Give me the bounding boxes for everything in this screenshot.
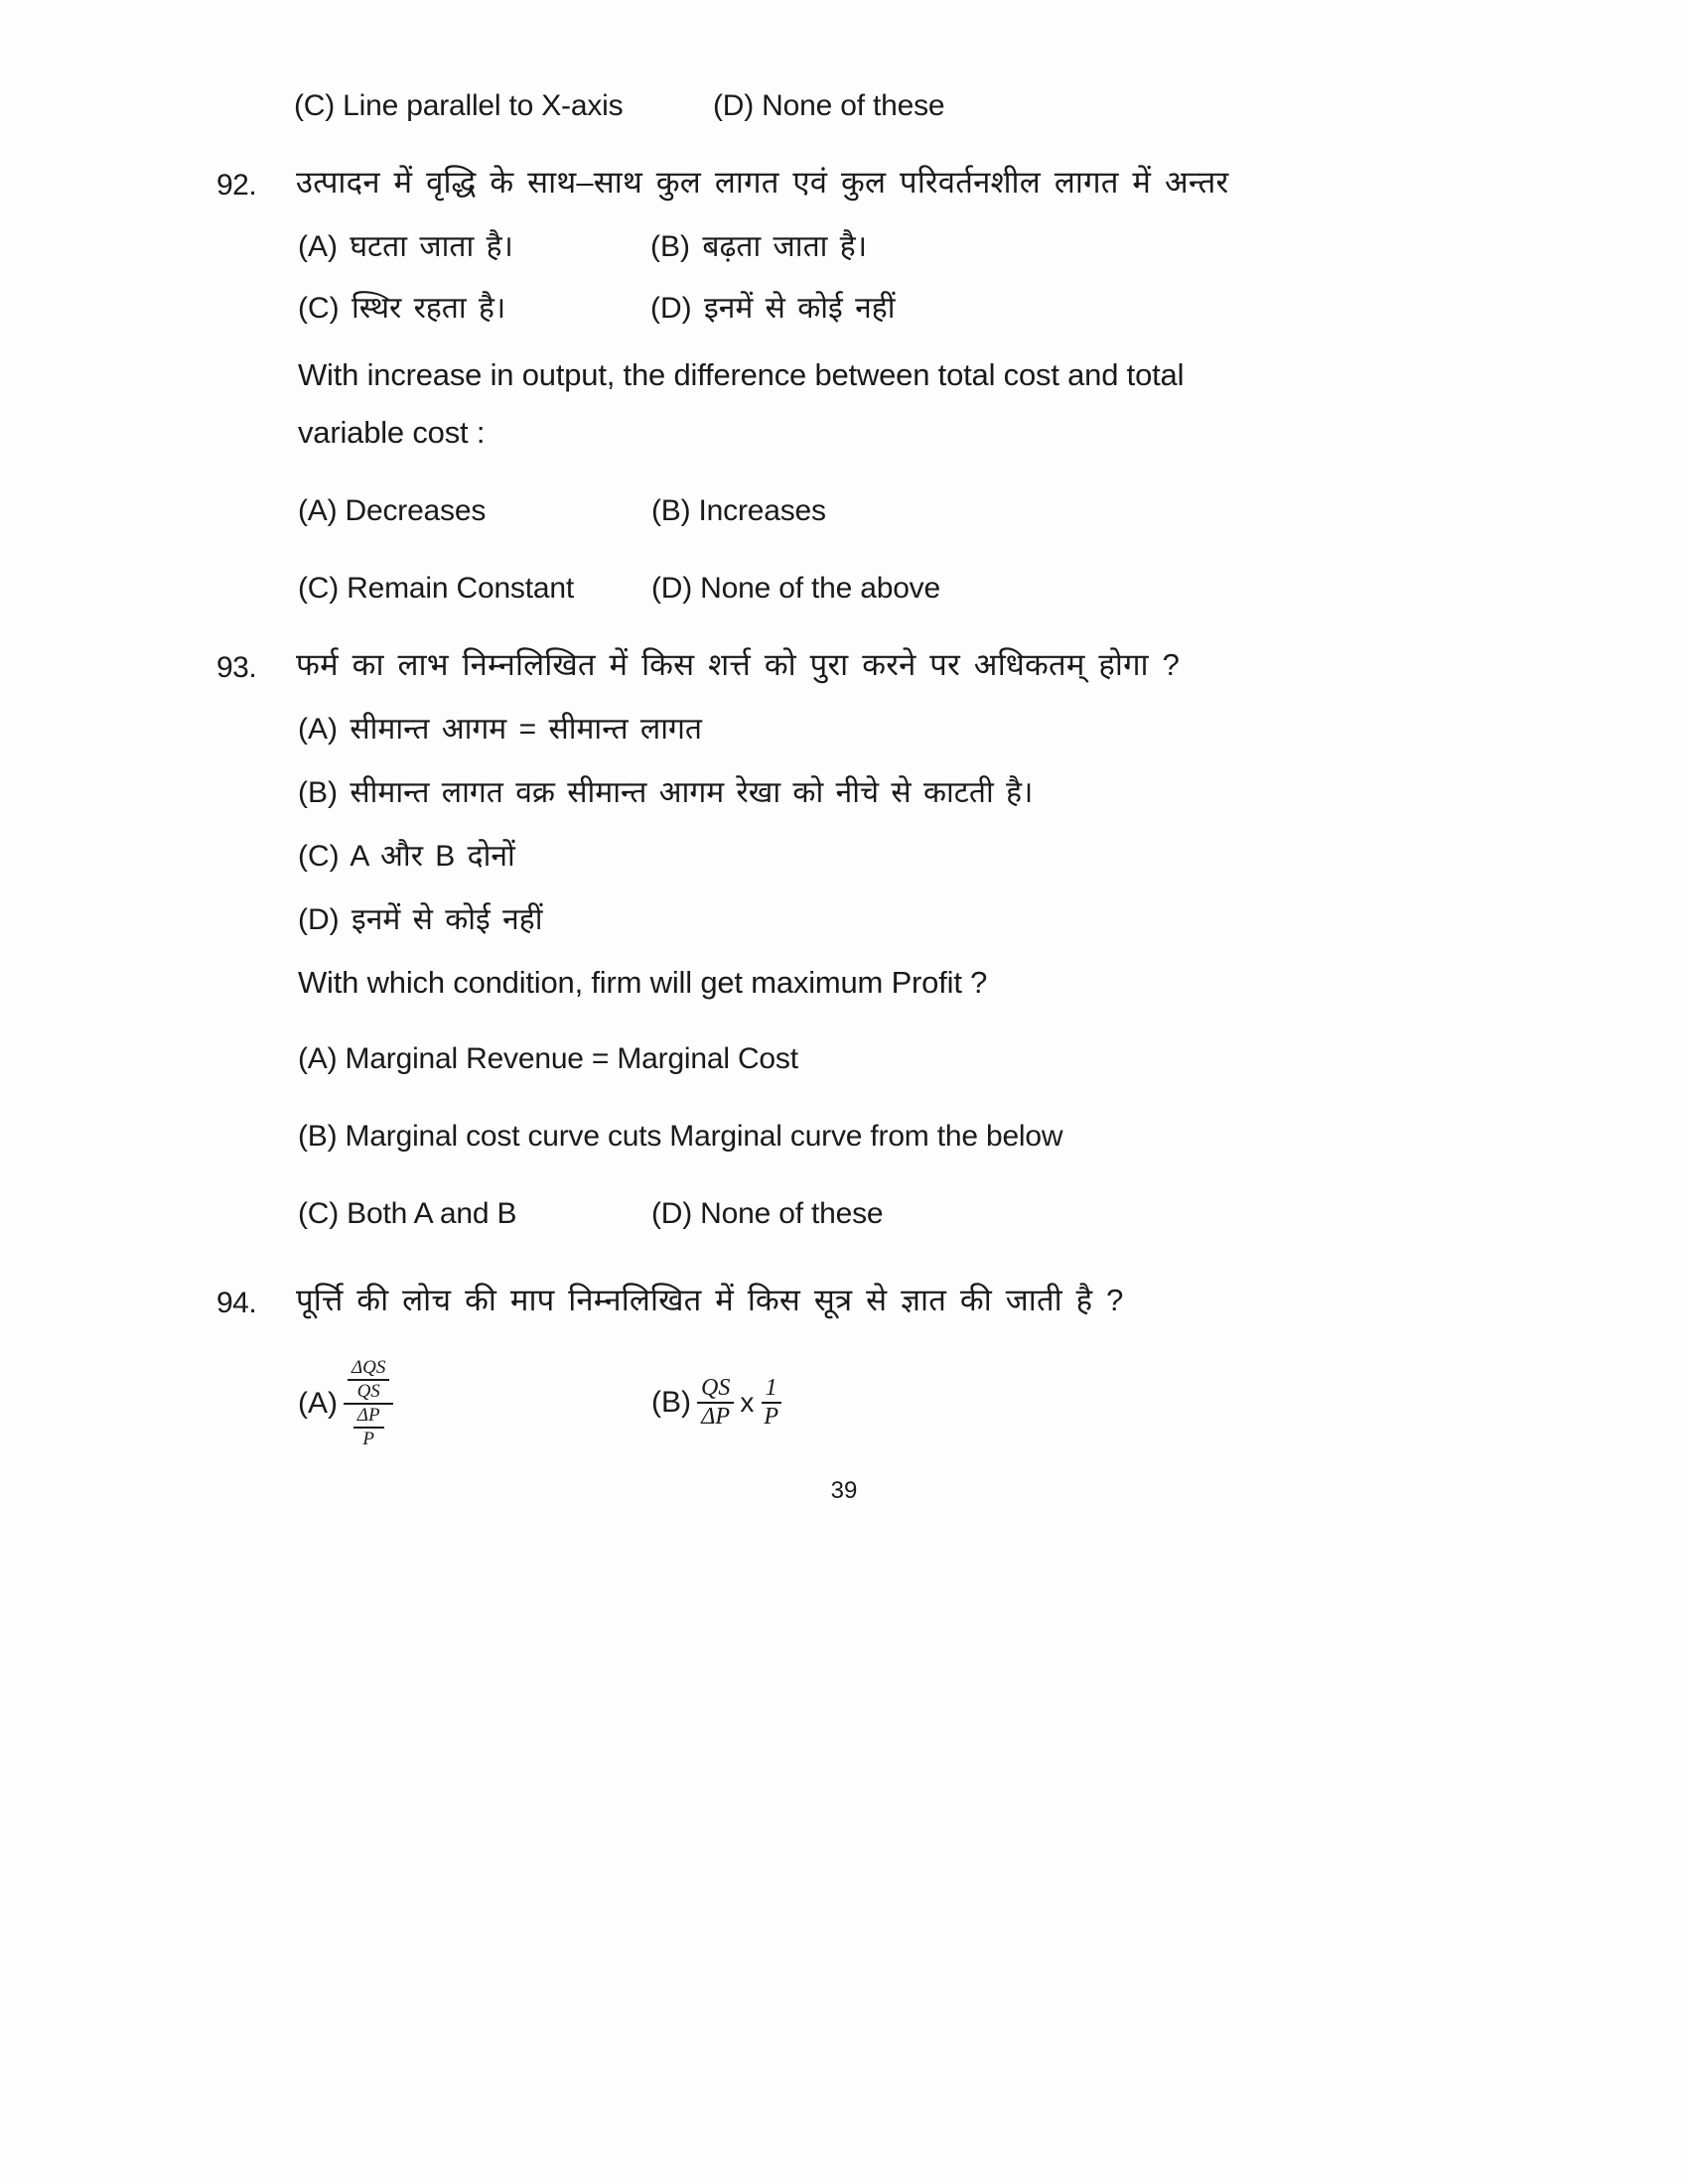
- inner-top-numerator: ΔQS: [348, 1358, 389, 1381]
- question-92-option-a-hindi: [298, 232, 513, 262]
- carryover-option-c: [294, 91, 623, 121]
- question-92-number: [216, 171, 256, 201]
- question-92-option-a-english: [298, 496, 486, 526]
- question-93-option-d-hindi-label: (D) इनमें से कोई नहीं: [298, 903, 543, 936]
- multiplication-operator: x: [740, 1387, 755, 1419]
- question-93-number: [216, 653, 256, 683]
- question-93-option-d-english-label: (D) None of these: [651, 1197, 884, 1230]
- question-93-option-b-english: [298, 1122, 1062, 1152]
- question-93-option-b-hindi-label: (B) सीमान्त लागत वक्र सीमान्त आगम रेखा को नीचे से काटती है।: [298, 776, 1034, 809]
- question-93-option-b-hindi: [298, 778, 1033, 808]
- question-93-stem-english: [298, 967, 987, 998]
- question-93-stem-hindi: [296, 649, 1180, 680]
- question-94-number-label: 94.: [216, 1287, 257, 1319]
- question-92-option-b-english-label: (B) Increases: [651, 494, 826, 527]
- question-92-option-a-hindi-label: (A) घटता जाता है।: [298, 230, 513, 263]
- question-92-number-label: 92.: [216, 169, 257, 202]
- page-number: [0, 1477, 1688, 1505]
- question-94-stem-hindi: [296, 1285, 1124, 1315]
- question-94-option-b-second-fraction: [760, 1376, 782, 1430]
- question-92-option-c-hindi-label: (C) स्थिर रहता है।: [298, 292, 506, 325]
- inner-top-denominator: QS: [356, 1380, 380, 1402]
- question-92-option-d-hindi: [650, 294, 895, 324]
- question-92-stem-english-line2-text: variable cost :: [298, 415, 486, 450]
- inner-bottom-denominator: P: [362, 1428, 374, 1449]
- question-92-option-a-english-label: (A) Decreases: [298, 494, 487, 527]
- question-93-option-b-english-label: (B) Marginal cost curve cuts Marginal curve from the below: [298, 1120, 1063, 1153]
- question-92-option-c-english-label: (C) Remain Constant: [298, 572, 574, 605]
- outer-denominator: [350, 1405, 388, 1449]
- question-94-option-b-label: (B): [651, 1386, 691, 1420]
- question-94-stem-hindi-text: पूर्त्ति की लोच की माप निम्नलिखित में किस सूत्र से ज्ञात की जाती है ?: [296, 1283, 1124, 1317]
- question-92-option-d-english-label: (D) None of the above: [651, 572, 940, 605]
- question-94-option-b-first-fraction: [697, 1376, 734, 1430]
- first-fraction-numerator: QS: [697, 1376, 734, 1404]
- carryover-option-d-label: (D) None of these: [713, 89, 945, 122]
- question-93-option-c-hindi-label: (C) A और B दोनों: [298, 840, 515, 873]
- question-92-stem-hindi-text: उत्पादन में वृद्धि के साथ–साथ कुल लागत एवं कुल परिवर्तनशील लागत में अन्तर: [296, 165, 1229, 200]
- question-92-stem-english-line1-text: With increase in output, the difference between total cost and total: [298, 357, 1185, 392]
- inner-fraction-top: [348, 1358, 389, 1402]
- question-93-option-a-hindi-label: (A) सीमान्त आगम = सीमान्त लागत: [298, 713, 702, 746]
- second-fraction-numerator: 1: [762, 1376, 781, 1404]
- question-93-option-a-english-label: (A) Marginal Revenue = Marginal Cost: [298, 1042, 798, 1075]
- carryover-option-c-label: (C) Line parallel to X-axis: [294, 89, 624, 122]
- question-94-option-a-label: (A): [298, 1386, 338, 1420]
- question-93-number-label: 93.: [216, 651, 257, 684]
- question-93-option-c-hindi: [298, 842, 515, 872]
- question-92-stem-english-line1: [298, 359, 1184, 390]
- inner-fraction-bottom: [353, 1406, 384, 1449]
- question-93-option-c-english-label: (C) Both A and B: [298, 1197, 517, 1230]
- second-fraction-denominator: P: [764, 1404, 779, 1431]
- carryover-option-d: [713, 91, 944, 121]
- question-93-option-a-hindi: [298, 715, 702, 745]
- inner-bottom-numerator: ΔP: [353, 1406, 384, 1429]
- question-92-option-d-english: [651, 574, 940, 604]
- question-92-option-b-hindi: [650, 232, 867, 262]
- question-93-option-d-english: [651, 1199, 883, 1229]
- question-92-option-b-english: [651, 496, 826, 526]
- question-94-number: [216, 1289, 256, 1318]
- question-92-option-c-hindi: [298, 294, 505, 324]
- question-94-option-a-formula: [298, 1358, 393, 1449]
- question-92-stem-hindi: [296, 167, 1228, 198]
- page-number-text: 39: [830, 1477, 858, 1504]
- question-93-stem-english-text: With which condition, firm will get maximum Profit ?: [298, 965, 988, 1000]
- question-92-option-b-hindi-label: (B) बढ़ता जाता है।: [650, 230, 868, 263]
- question-92-option-c-english: [298, 574, 574, 604]
- question-93-option-c-english: [298, 1199, 516, 1229]
- question-92-stem-english-line2: [298, 417, 485, 448]
- question-93-option-d-hindi: [298, 905, 542, 935]
- question-94-option-a-outer-fraction: [344, 1358, 393, 1449]
- question-94-option-b-formula: [651, 1376, 782, 1430]
- question-93-option-a-english: [298, 1044, 798, 1074]
- outer-numerator: [344, 1358, 393, 1405]
- question-92-option-d-hindi-label: (D) इनमें से कोई नहीं: [650, 292, 896, 325]
- question-93-stem-hindi-text: फर्म का लाभ निम्नलिखित में किस शर्त्त को पुरा करने पर अधिकतम् होगा ?: [296, 647, 1181, 682]
- first-fraction-denominator: ΔP: [701, 1404, 731, 1431]
